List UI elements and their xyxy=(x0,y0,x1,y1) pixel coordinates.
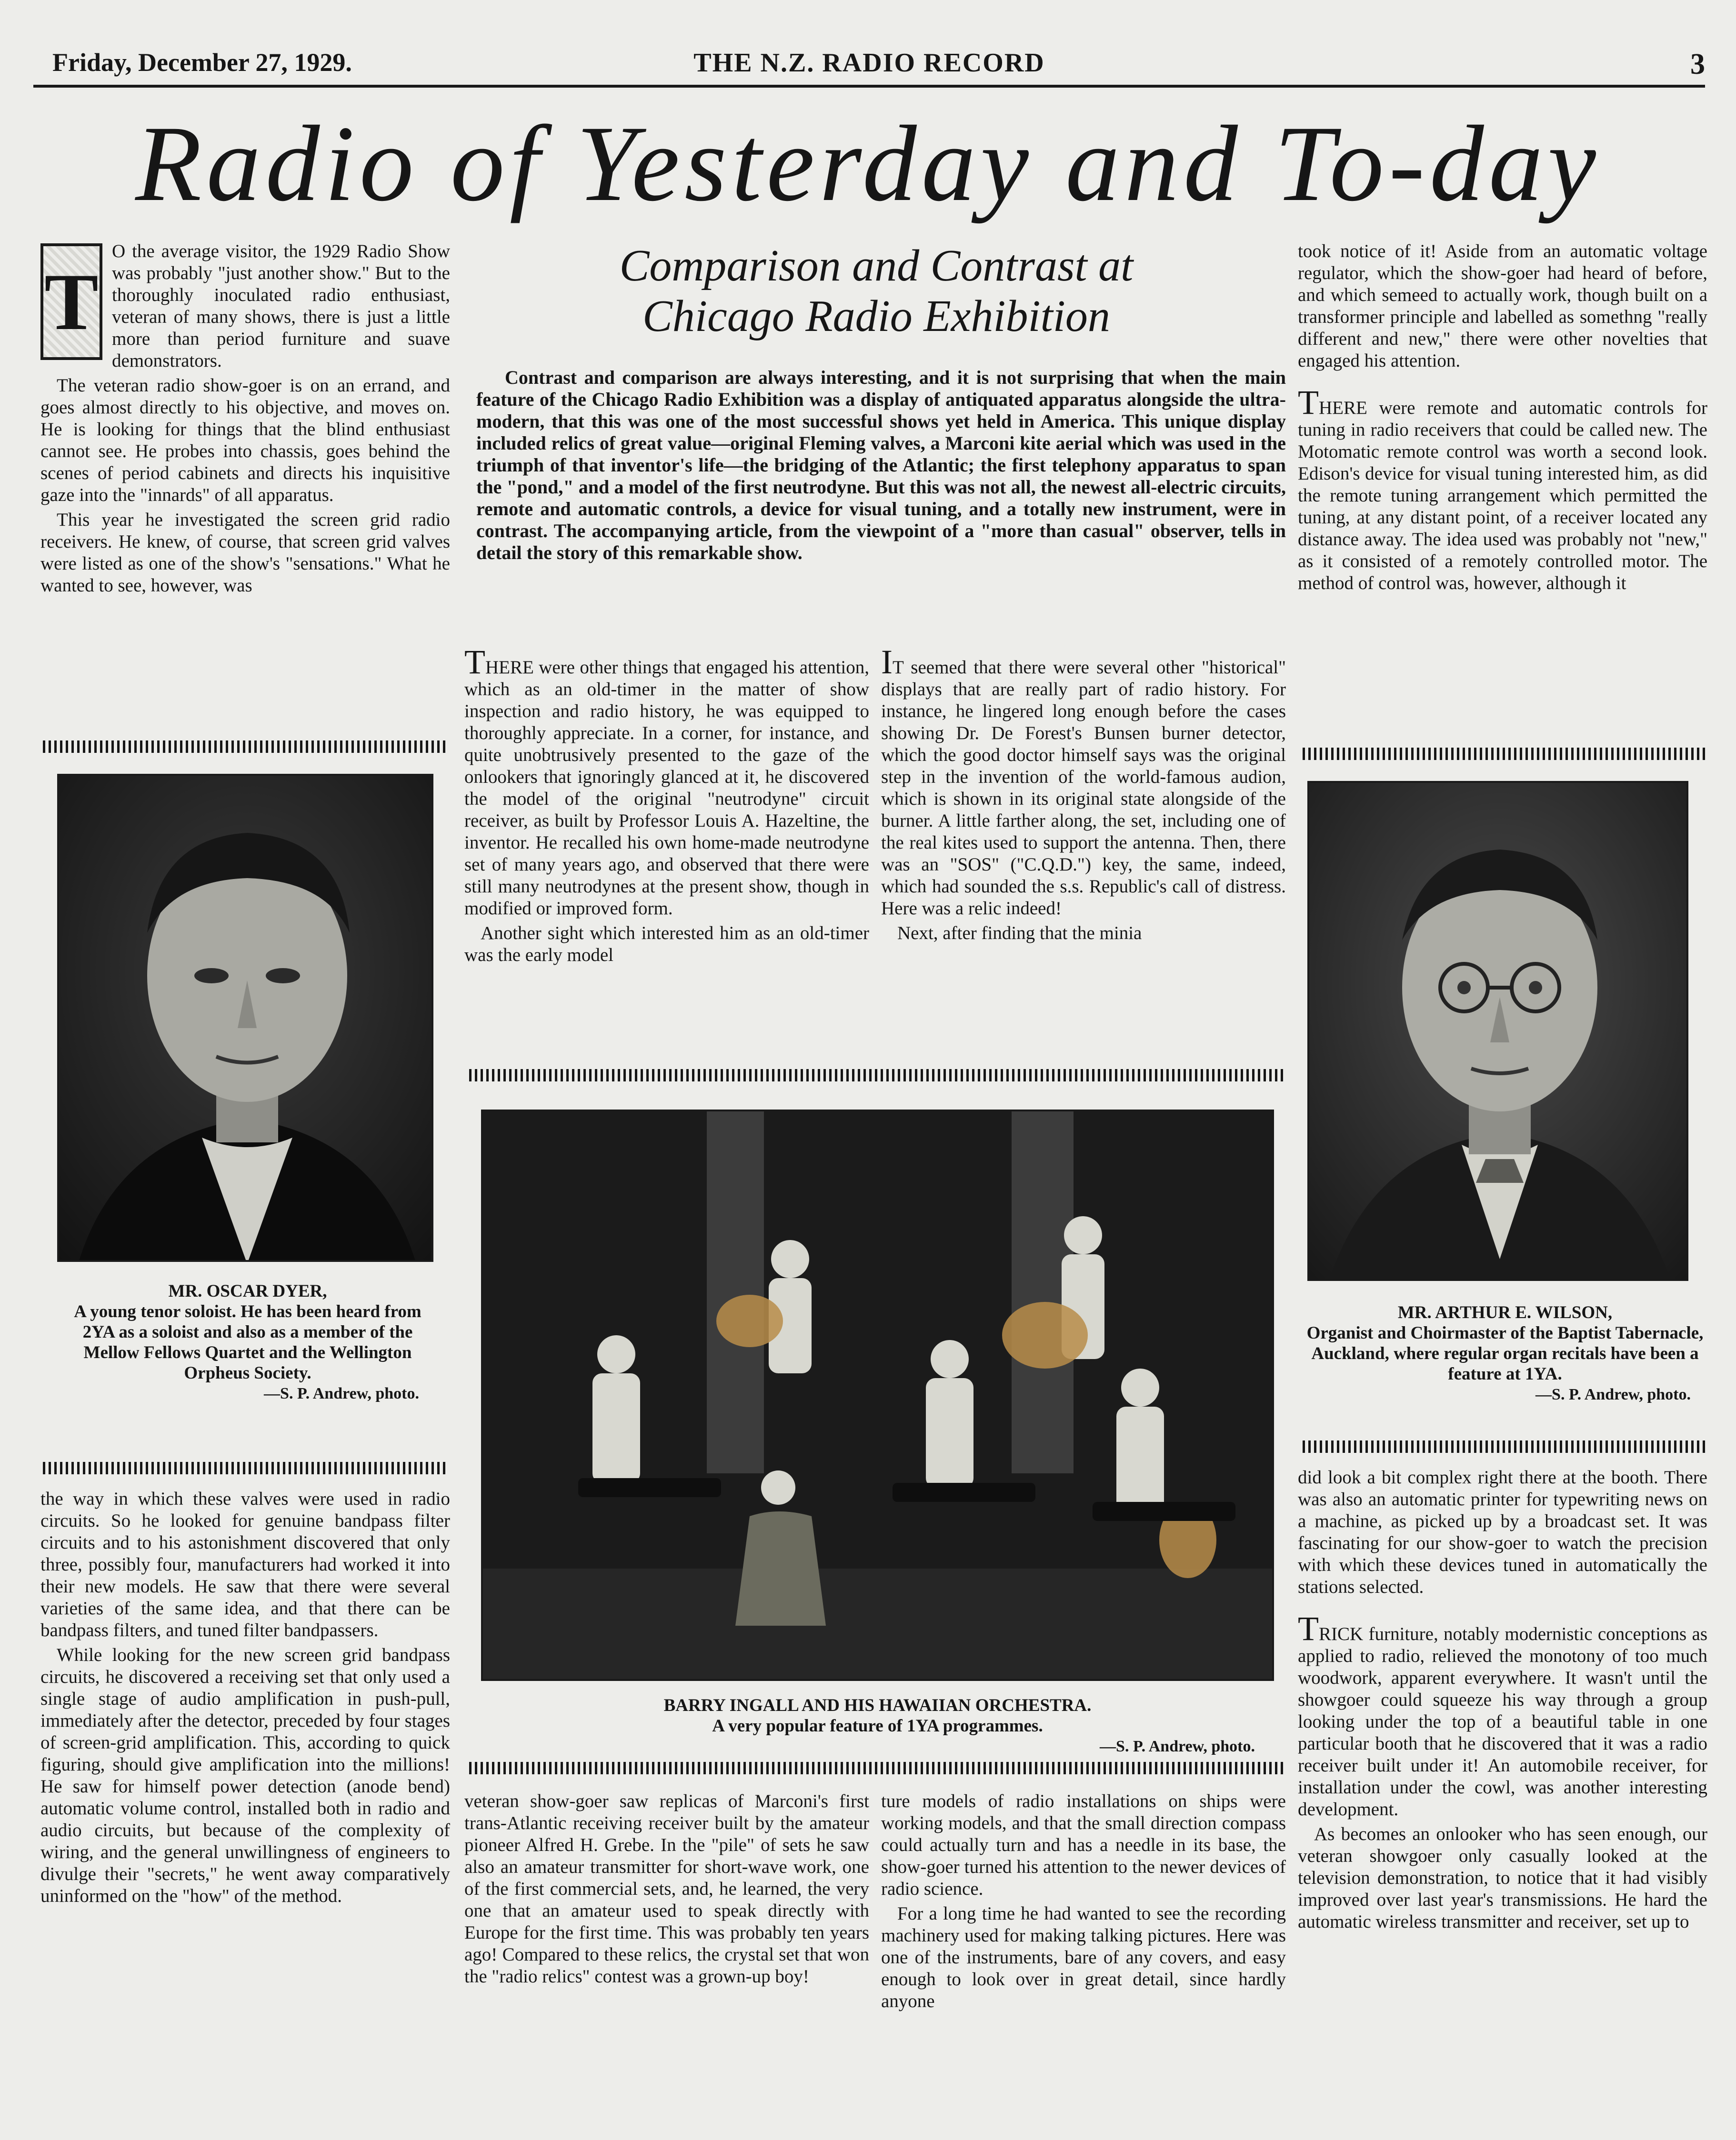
column-rule-ornament xyxy=(43,1462,448,1474)
right-paragraph-1: took notice of it! Aside from an automatic voltage regulator, which the show-goer had heard of before, and which semeed to actually work, though built on a transformer principle and labelled as somethng "really different and new," there were other novelties that engaged his attention. xyxy=(1298,241,1707,371)
page-number: 3 xyxy=(1690,48,1705,80)
portrait-oscar-dyer xyxy=(57,774,433,1262)
caption-oscar-dyer xyxy=(57,1281,438,1404)
right-paragraph-4: TRICK furniture, notably modernistic conceptions as applied to radio, relieved the monotony of too much woodwork, apparent everywhere. It wasn't until the showgoer could squeeze his way through a group looking under the top of a beautiful table in one particular booth that he discovered that it was a radio receiver built under it! An automobile receiver, for installation under the cowl, was another interesting development. xyxy=(1298,1610,1707,1820)
caption-orchestra-credit: —S. P. Andrew, photo. xyxy=(1100,1738,1255,1755)
caption-dyer-name: MR. OSCAR DYER, xyxy=(168,1281,327,1301)
left-paragraph-2: The veteran radio show-goer is on an errand, and goes almost directly to his objective, and moves on. He is looking for things that the blind enthusiast cannot see. He probes into chassis, goes behind the scenes of period cabinets and directs his inquisitive gaze into the "innards" of all apparatus. xyxy=(40,375,450,505)
drop-cap-t: T xyxy=(1298,383,1319,421)
ornate-drop-cap: T xyxy=(40,243,102,360)
right-column-bottom xyxy=(1298,1467,1707,2133)
article-headline: Radio of Yesterday and To-day xyxy=(135,104,1601,224)
running-header xyxy=(33,48,1705,86)
subheading-line-1: Comparison and Contrast at xyxy=(619,241,1134,290)
column-rule-ornament xyxy=(43,740,448,753)
center-right-column-bottom xyxy=(881,1790,1286,2133)
left-column-bottom xyxy=(40,1488,450,2136)
caption-dyer-text: A young tenor soloist. He has been heard from 2YA as a soloist and also as a member of the Mellow Fellows Quartet and the Wellington Orpheus Society. xyxy=(74,1302,421,1383)
center-left-paragraph-1: THERE were other things that engaged his attention, which as an old-timer in the matter of show inspection and radio history, he was equipped to thoroughly appreciate. In a corner, for instance, and quite unobtrusively presented to the gaze of the onlookers that ignoringly glanced at it, he discovered the model of the original "neutrodyne" circuit receiver, as built by Professor Louis A. Hazeltine, the inventor. He recalled his own home-made neutrodyne set of many years ago, and observed that there were still many neutrodynes at the present show, though in modified or improved form. xyxy=(464,648,869,920)
drop-cap-t: T xyxy=(464,648,485,681)
center-right-paragraph-1: IT seemed that there were several other "historical" displays that are really part of radio history. For instance, he lingered long enough before the cases showing Dr. De Forest's Bunsen burner detector, which the good doctor himself says was the original step in the invention of the world-famous audion, which is shown in its original state alongside of the burner. A little farther along, the set, including one of the real kites used to support the antenna. Then, there was an "SOS" ("C.Q.D.") key, the same, indeed, which had sounded the s.s. Republic's call of distress. Here was a relic indeed! xyxy=(881,648,1286,920)
caption-dyer-credit: —S. P. Andrew, photo. xyxy=(264,1385,419,1402)
right-paragraph-3: did look a bit complex right there at the booth. There was also an automatic printer for typewriting news on a machine, as picked up by a broadcast set. It was fascinating for our show-goer to watch the precision with which these devices tuned in automatically the stations selected. xyxy=(1298,1467,1707,1597)
subheading-line-2: Chicago Radio Exhibition xyxy=(642,291,1110,341)
column-rule-ornament xyxy=(1303,1440,1705,1453)
caption-wilson-text: Organist and Choirmaster of the Baptist Tabernacle, Auckland, where regular organ recitals have been a feature at 1YA. xyxy=(1306,1323,1704,1384)
center-rule-ornament xyxy=(469,1762,1284,1774)
caption-orchestra-text: A very popular feature of 1YA programmes. xyxy=(712,1716,1043,1736)
caption-orchestra xyxy=(481,1695,1274,1757)
drop-cap-t: T xyxy=(1298,1610,1319,1648)
left-paragraph-4: the way in which these valves were used in radio circuits. So he looked for genuine bandpass filter circuits and to his astonishment discovered that only three, possibly four, manufacturers had worked it into their new models. He saw that there were several varieties of the same idea, and that there can be bandpass filters, and tuned filter bandpassers. xyxy=(40,1489,450,1640)
right-paragraph-5: As becomes an onlooker who has seen enough, our veteran showgoer only casually looked at the television demonstration, to notice that it had visibly improved over last year's transmissions. He hard the automatic wireless transmitter and receiver, set up to xyxy=(1298,1824,1707,1932)
caption-wilson-name: MR. ARTHUR E. WILSON, xyxy=(1397,1303,1613,1322)
left-paragraph-3: This year he investigated the screen grid radio receivers. He knew, of course, that screen grid valves were listed as one of the show's "sensations." What he wanted to see, however, was xyxy=(40,510,450,596)
left-paragraph-5: While looking for the new screen grid bandpass circuits, he discovered a receiving set that only used a single stage of audio amplification in push-pull, immediately after the detector, preceded by four stages of screen-grid amplification. This, according to quick figuring, should give amplification into the millions! He saw for himself power detection (anode bend) automatic volume control, installed both in radio and audio circuits, but because of the complexity of wiring, and the general unwillingness of engineers to divulge their "secrets," he went away comparatively uninformed on the "how" of the method. xyxy=(40,1645,450,1906)
left-column-top xyxy=(40,240,450,736)
center-right-paragraph-2: Next, after finding that the minia xyxy=(897,923,1142,943)
article-subheading xyxy=(467,240,1286,341)
photo-hawaiian-orchestra xyxy=(481,1110,1274,1681)
center-right-paragraph-3: ture models of radio installations on ships were working models, and that the small direction compass could actually turn and has a needle in its base, the show-goer turned his attention to the newer devices of radio science. xyxy=(881,1791,1286,1899)
right-paragraph-2: THERE were remote and automatic controls for tuning in radio receivers that could be called new. The Motomatic remote control was worth a second look. Edison's device for visual tuning interested him, as did the remote tuning arrangement which permitted the tuning, at any distant point, of a receiver located any distance away. The idea used was probably not "new," as it consisted of a remotely controlled motor. The method of control was, however, although it xyxy=(1298,383,1707,593)
header-rule xyxy=(33,85,1705,88)
caption-wilson-credit: —S. P. Andrew, photo. xyxy=(1535,1386,1691,1403)
center-rule-ornament xyxy=(469,1069,1284,1081)
caption-orchestra-name: BARRY INGALL AND HIS HAWAIIAN ORCHESTRA. xyxy=(663,1696,1092,1715)
newspaper-title: THE N.Z. RADIO RECORD xyxy=(693,48,1045,78)
issue-date: Friday, December 27, 1929. xyxy=(52,48,352,77)
center-left-paragraph-3: veteran show-goer saw replicas of Marconi's first trans-Atlantic receiving receiver built by the amateur pioneer Alfred H. Grebe. In the "pile" of sets he saw also an amateur transmitter for short-wave work, one of the first commercial sets, and, he learned, the very one that an amateur used to speak directly with Europe for the first time. This was probably ten years ago! Compared to these relics, the crystal set that won the "radio relics" contest was a grown-up boy! xyxy=(464,1791,869,1987)
center-left-column-top xyxy=(464,648,869,1052)
right-column-top xyxy=(1298,240,1707,745)
center-right-paragraph-4: For a long time he had wanted to see the recording machinery used for making talking pictures. Here was one of the instruments, bare of any covers, and easy enough to look over in great detail, since hardly anyone xyxy=(881,1903,1286,2011)
center-left-paragraph-2: Another sight which interested him as an old-timer was the early model xyxy=(464,923,869,965)
left-paragraph-1: O the average visitor, the 1929 Radio Show was probably "just another show." But to the thoroughly inoculated radio enthusiast, veteran of many shows, there is just a little more than period furniture and suave demonstrators. xyxy=(112,241,450,371)
column-rule-ornament xyxy=(1303,748,1705,760)
portrait-arthur-wilson xyxy=(1307,781,1688,1281)
center-left-column-bottom xyxy=(464,1790,869,2133)
article-intro: Contrast and comparison are always interesting, and it is not surprising that when the main feature of the Chicago Radio Exhibition was a display of antiquated apparatus alongside the ultra-modern, that this was one of the most successful shows yet held in America. This unique display included relics of great value—original Fleming valves, a Marconi kite aerial which was used in the triumph of that inventor's life—the bridging of the Atlantic; the first telephony apparatus to span the "pond," and a model of the first neutrodyne. But this was not all, the newest all-electric circuits, remote and automatic controls, a device for visual tuning, and a totally new instrument, were in contrast. The accompanying article, from the viewpoint of a "more than casual" observer, tells in detail the story of this remarkable show. xyxy=(476,367,1286,563)
caption-arthur-wilson xyxy=(1300,1302,1710,1405)
drop-cap-i: I xyxy=(881,648,893,681)
center-right-column-top xyxy=(881,648,1286,1052)
